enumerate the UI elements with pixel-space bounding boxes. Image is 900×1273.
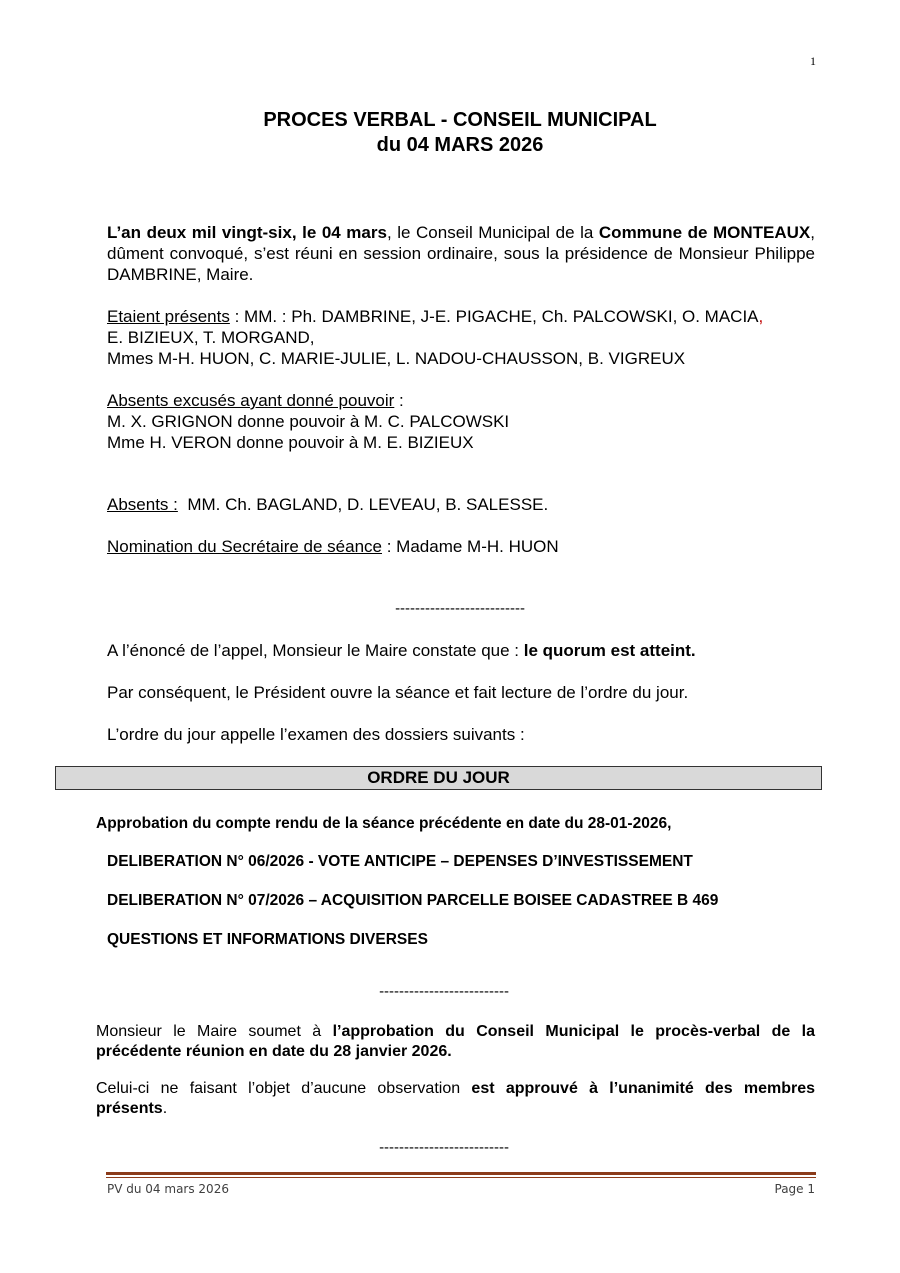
presents-label: Etaient présents: [107, 307, 230, 326]
approbation-text: Monsieur le Maire soumet à: [96, 1023, 333, 1040]
secretaire-value: : Madame M-H. HUON: [382, 537, 559, 556]
ordre-item-1: Approbation du compte rendu de la séance précédente en date du 28-01-2026,: [96, 815, 672, 832]
observation-bold: est approuvé à l’unanimité des membres présents: [96, 1080, 816, 1117]
secretaire-line: [107, 536, 815, 557]
absents-line: [107, 494, 815, 515]
ordre-item-4: QUESTIONS ET INFORMATIONS DIVERSES: [107, 931, 428, 948]
intro-paragraph: [107, 222, 815, 285]
document-date: du 04 MARS 2026: [376, 134, 544, 156]
footer-page-number: Page 1: [774, 1182, 815, 1196]
excuses-label: Absents excusés ayant donné pouvoir: [107, 391, 395, 410]
separator-3: --------------------------: [379, 1139, 509, 1156]
presents-comma: ,: [758, 307, 764, 326]
presents-men-2: E. BIZIEUX, T. MORGAND,: [107, 328, 315, 347]
presents-men: : MM. : Ph. DAMBRINE, J-E. PIGACHE, Ch. PALCOWSKI, O. MACIA: [229, 307, 759, 326]
ordre-du-jour-heading: ORDRE DU JOUR: [55, 766, 822, 790]
ouverture-paragraph: Par conséquent, le Président ouvre la séance et fait lecture de l’ordre du jour.: [107, 683, 689, 702]
absents-value: MM. Ch. BAGLAND, D. LEVEAU, B. SALESSE.: [177, 495, 549, 514]
excuses-block: [107, 390, 815, 453]
observation-text: Celui-ci ne faisant l’objet d’aucune observation: [96, 1080, 472, 1097]
excuse-1: M. X. GRIGNON donne pouvoir à M. C. PALCOWSKI: [107, 412, 510, 431]
ordre-item-3: DELIBERATION N° 07/2026 – ACQUISITION PARCELLE BOISEE CADASTREE B 469: [107, 892, 719, 909]
footer-rule-thin: [106, 1177, 816, 1178]
footer-left: PV du 04 mars 2026: [107, 1182, 229, 1196]
intro-text-2: , dûment convoqué, s’est réuni en session ordinaire, sous la présidence de Monsieur Philippe DAMBRINE, Maire.: [107, 223, 815, 284]
intro-text-1: , le Conseil Municipal de la: [386, 223, 599, 242]
secretaire-label: Nomination du Secrétaire de séance: [107, 537, 382, 556]
document-title: PROCES VERBAL - CONSEIL MUNICIPAL: [263, 109, 657, 131]
excuse-2: Mme H. VERON donne pouvoir à M. E. BIZIEUX: [107, 433, 474, 452]
approbation-paragraph: [96, 1022, 815, 1062]
examen-paragraph: L’ordre du jour appelle l’examen des dossiers suivants :: [107, 725, 525, 744]
separator-1: --------------------------: [395, 600, 525, 617]
excuses-colon: :: [394, 391, 404, 410]
footer-rule: [106, 1172, 816, 1175]
intro-commune: Commune de MONTEAUX: [598, 223, 811, 242]
presents-block: [107, 306, 815, 369]
approbation-bold: l’approbation du Conseil Municipal le procès-verbal de la précédente réunion en date du 28 janvier 2026.: [96, 1023, 816, 1060]
presents-women: Mmes M-H. HUON, C. MARIE-JULIE, L. NADOU-CHAUSSON, B. VIGREUX: [107, 349, 686, 368]
observation-end: .: [162, 1100, 168, 1117]
appel-text: A l’énoncé de l’appel, Monsieur le Maire constate que :: [107, 641, 524, 660]
intro-date: L’an deux mil vingt-six, le 04 mars: [107, 223, 387, 242]
page-number-top: 1: [810, 54, 816, 68]
quorum-text: le quorum est atteint.: [523, 641, 696, 660]
observation-paragraph: [96, 1079, 815, 1119]
absents-label: Absents :: [107, 495, 178, 514]
ordre-item-2: DELIBERATION N° 06/2026 - VOTE ANTICIPE – DEPENSES D’INVESTISSEMENT: [107, 853, 693, 870]
appel-paragraph: [107, 640, 815, 661]
separator-2: --------------------------: [379, 983, 509, 1000]
